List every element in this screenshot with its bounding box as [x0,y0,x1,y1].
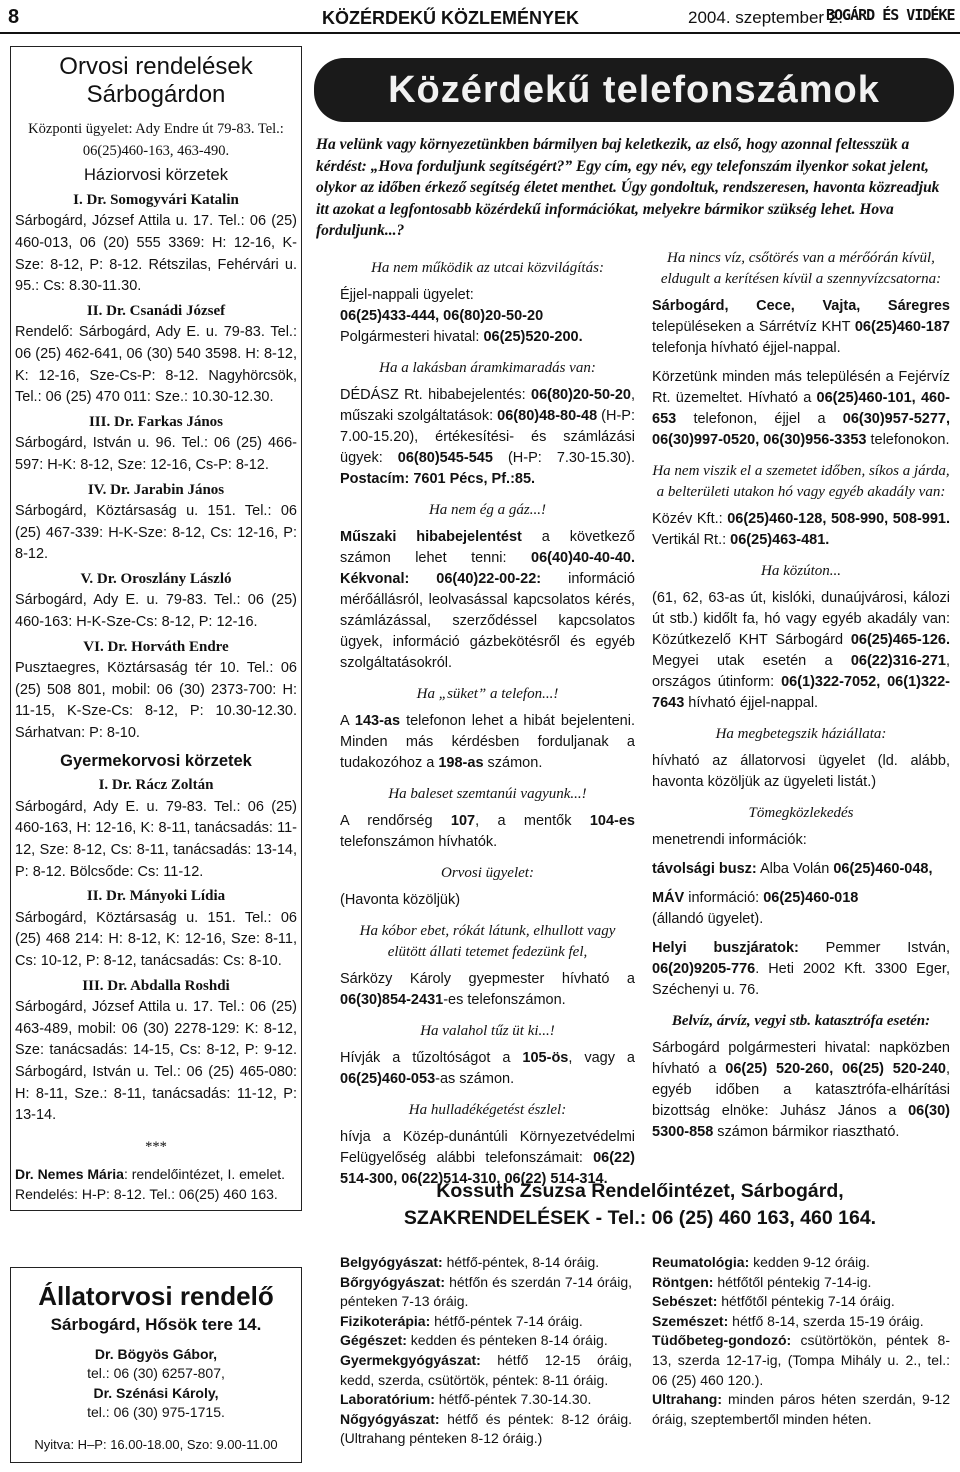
hazi-entry [11,412,301,477]
sz-a: Közév Kft.: [652,511,728,527]
szak-text: hétfő 8-14, szerda 15-19 óráig. [728,1312,924,1329]
ku-e: , országos útinform: [652,653,950,690]
szak-item [652,1312,950,1332]
doctor-info: Pusztaegres, Köztársaság tér 10. Tel.: 06 (25) 508 801, mobil: 06 (30) 2373-700: H: 11-15, K-Sze-Cs: 8-12, P: 10.30-12.30. Sárhatvan: P: 8-10. [15,660,297,742]
gyermek-entry [11,775,301,883]
orvosi-title-line1: Orvosi rendelések [59,53,253,80]
szak-text: kedden 9-12 óráig. [749,1254,870,1270]
orvosi-rendelesek-box [10,46,302,1211]
gaz-d: információ mérőállásról, leolvasással kapcsolatos kérés, számlázással, szerződéssel kapcsolatos ügyek, információ gázbekötésről és egyéb szolgáltatásokról. [340,571,635,671]
ku-f: 06(1)322-7052, 06(1)322-7643 [652,674,950,711]
szak-text: hétfő-péntek 7-14 óráig. [430,1312,583,1329]
viz-heading: Ha nincs víz, csőtörés van a mérőórán kívül, eldugult a kerítésen kívül a szennyvízcsatorna: [660,250,942,287]
suket-b: 143-as [354,713,401,729]
viz-a: Sárbogárd, Cece, Vajta, Sáregres [652,298,950,314]
bv-c: , egyéb időben a katasztrófa-elhárítási bizottság elnöke: Juhász János a [652,1061,950,1119]
gaz-paragraph [340,527,635,674]
gaz-heading: Ha nem ég a gáz...! [428,502,547,518]
hazi-entry [11,569,301,634]
baleset-paragraph [340,811,635,853]
demasz-c: , műszaki szolgáltatások: [340,387,636,424]
szak-name: Bőrgyógyászat: [340,1273,446,1290]
gyermek-entry [11,886,301,972]
szak-item [652,1331,950,1390]
doctor-name: III. Dr. Farkas János [88,413,224,430]
doctor-info: Sárbogárd, István u. 96. Tel.: 06 (25) 466-597: H-K: 8-12, Sze: 12-16, Cs-P: 8-12. [15,435,297,473]
szak-item [652,1390,950,1429]
header-rule [0,32,960,34]
nemes-name: Dr. Nemes Mária [15,1166,124,1183]
gyermek-entry [11,976,301,1127]
viz-paragraph-1 [652,296,950,359]
sz-b: 06(25)460-128, 508-990, 508-991. [727,511,950,527]
suket-c: telefonon lehet a hibát bejelenteni. Minden más kérdésben forduljanak a tudakozóhoz a [340,713,635,771]
viz-d: telefonja hívható éjjel-nappal. [652,340,841,356]
baleset-heading: Ha baleset szemtanúi vagyunk...! [388,786,587,802]
doctor-info: Sárbogárd, Ady E. u. 79-83. Tel.: 06 (25) 460-163, H: 12-16, K: 8-11, tanácsadás: 11-12, Sze: 8-12, Cs: 8-11, tanácsadás: 13-14, P: 8-12. Bölcsőde: Cs: 11-12. [15,798,297,880]
ku-g: hívható éjjel-nappal. [684,695,819,711]
hul-b: 06(22) 514-300, 06(22)514-310, 06(22) 514-314. [340,1150,635,1187]
gaz-a: Műszaki hibabejelentést [340,529,522,545]
hazi-entry [11,480,301,566]
tuz-a: Hívják a tűzoltóságot a [340,1050,523,1066]
havonta-note: (Havonta közöljük) [340,892,461,908]
gaz-c: 06(40)40-40-40. Kékvonal: 06(40)22-00-22: [340,550,635,587]
ejjeli-numbers: 06(25)433-444, 06(80)20-50-20 [340,308,544,324]
haziallat-paragraph: hívható az állatorvosi ügyelet (ld. alább, havonta közöljük az ügyeleti listát.) [652,753,950,790]
separator-stars: *** [145,1138,167,1155]
demasz-g: (H-P: 7.30-15.30). [492,450,636,466]
tuz-paragraph [340,1048,635,1090]
viz-b: településeken a Sárrétvíz KHT [652,319,855,335]
haziorvosi-list [11,190,301,745]
bal-b: 107 [450,813,476,829]
central-duty: Központi ügyelet: Ady Endre út 79-83. Tel.: 06(25)460-163, 463-490. [28,121,284,159]
viz-c: 06(25)460-187 [854,319,950,335]
bv-e: számon bármikor riasztható. [713,1124,900,1140]
doctor-name: VI. Dr. Horváth Endre [83,638,229,655]
bal-d: 104-es [589,813,635,829]
kozvilagitas-heading: Ha nem működik az utcai közvilágítás: [371,260,604,276]
szak-item [340,1312,632,1332]
doctor-name: II. Dr. Csanádi József [86,302,226,319]
helyi-b: Pemmer István, [798,940,950,956]
szak-name: Nőgyógyászat: [340,1410,440,1427]
middle-column [340,258,635,1190]
aram-heading: Ha a lakásban áramkimaradás van: [379,360,596,376]
szak-name: Fizikoterápia: [340,1312,431,1329]
szak-name: Szemészet: [652,1312,729,1329]
vet-phone-1: tel.: 06 (30) 6257-807, [87,1365,225,1381]
demasz-a: DÉDÁSZ Rt. hibabejelentés: [340,387,526,403]
orvosi-ugyelet-heading: Orvosi ügyelet: [441,865,534,881]
kozerdeku-banner: Közérdekű telefonszámok [314,58,954,122]
szak-text: minden páros héten szerdán, 9-12 óráig, szeptembertől minden héten. [652,1391,950,1427]
szakrendeles-right [652,1253,950,1429]
szak-text: hétfőtől péntekig 7-14 óráig. [717,1293,895,1310]
doctor-name: III. Dr. Abdalla Roshdi [82,977,230,994]
helyi-d: . Heti 2002 Kft. 3300 Eger, Széchenyi u. 76. [652,961,950,998]
kozut-heading: Ha közúton... [761,563,841,579]
tavolsagi-busz [652,859,950,880]
bal-c: , a mentők [475,813,590,829]
tomeg-heading: Tömegközlekedés [748,805,854,821]
haziallat-heading: Ha megbetegszik háziállata: [715,726,887,742]
szak-item [652,1292,950,1312]
kossuth-line-2: SZAKRENDELÉSEK - Tel.: 06 (25) 460 163, 460 164. [403,1207,877,1229]
demasz-h: Postacím: 7601 Pécs, Pf.:85. [340,471,536,487]
szemet-heading: Ha nem viszik el a szemetet időben, síkos a járda, a belterületi utakon hó vagy egyéb akadály van: [652,463,950,500]
suket-heading: Ha „süket” a telefon...! [416,686,559,702]
doctor-info: Sárbogárd, József Attila u. 17. Tel.: 06 (25) 460-013, 06 (20) 555 3369: H: 12-16, K-Sze: 8-12, P: 8-12. Rétszilas, Fehérvári u. 95.: Cs: 8.30-11.30. [15,213,297,295]
doctor-info: Sárbogárd, József Attila u. 17. Tel.: 06 (25) 463-489, mobil: 06 (30) 2278-129: K: 8-12, Sze: tanácsadás: 14-15, Cs: 8-12, P: 9-12. Sárbogárd, István u. Tel.: 06 (25) 465-080: H: 8-11, Sze.: 8-11, tanácsadás: 11-12, P: 13-14. [15,999,297,1124]
szemet-paragraph [652,509,950,551]
hul-a: hívja a Közép-dunántúli Környezetvédelmi Felügyelőség alábbi telefonszámait: [340,1129,635,1166]
nemes-maria-info [11,1164,301,1204]
doctor-info: Sárbogárd, Köztársaság u. 151. Tel.: 06 (25) 468 214: H: 8-12, K: 12-16, Sze: 8-11, Cs: 10-12, P: 8-12, tanácsadás: Cs: 8-10. [15,909,297,969]
ku-a: (61, 62, 63-as út, kislóki, dunaújvárosi, kálozi út stb.) kidőlt fa, hó vagy egyéb akadály van: Közútkezelő KHT Sárbogárd [652,590,950,648]
bal-a: A rendőrség [340,813,451,829]
szak-name: Röntgen: [652,1273,714,1290]
sz-c: Vertikál Rt.: [652,532,731,548]
ku-d: 06(22)316-271 [850,653,946,669]
doctor-name: IV. Dr. Jarabin János [87,481,225,498]
belviz-paragraph [652,1038,950,1143]
vet-doctor-1: Dr. Bögyös Gábor, [94,1345,218,1362]
kobor-a: Sárközy Károly gyepmester hívható a [340,971,635,987]
bv-b: 06(25) 520-260, 06(25) 520-240 [725,1061,946,1077]
szak-item [652,1273,950,1293]
allatorvosi-title: Állatorvosi rendelő [38,1281,274,1311]
szak-item [340,1253,632,1273]
doctor-info: Rendelő: Sárbogárd, Ady E. u. 79-83. Tel.: 06 (25) 462-641, 06 (30) 540 3598. H: 8-12, K: 12-16, Sze-Cs-P: 8-12. Nagyhörcsök, Tel.: 06 (25) 470 011: Sze.: 10.30-12.30. [15,324,297,406]
allatorvosi-box [10,1267,302,1463]
allatorvosi-address: Sárbogárd, Hősök tere 14. [50,1315,262,1334]
szak-item [340,1273,632,1312]
hulladek-heading: Ha hulladékégetést észlel: [408,1102,567,1118]
suket-d: 198-as [438,755,484,771]
viz-e: Körzetünk minden más településén a Fejérvíz Rt. üzemeltet. Hívható a [652,369,950,406]
bv-d: 06(30) 5300-858 [652,1103,950,1140]
viz-paragraph-2 [652,367,950,451]
haziorvosi-heading: Háziorvosi körzetek [84,166,228,185]
tuz-heading: Ha valahol tűz üt ki...! [420,1023,555,1039]
page-number: 8 [8,6,20,28]
section-title: KÖZÉRDEKŰ KÖZLEMÉNYEK [322,8,580,28]
tuz-b: 105-ös [522,1050,569,1066]
szak-text: hétfő-péntek, 8-14 óráig. [442,1254,600,1270]
doctor-name: V. Dr. Oroszlány László [80,570,232,587]
viz-h: 06(30)957-5277, 06(30)997-0520, 06(30)956-3353 [652,411,950,448]
szak-text: csütörtökön, péntek 8-13, szerda 12-17-ig, (Tompa Mihály u. 2., tel.: 06 (25) 460 120.). [652,1332,950,1388]
doctor-info: Sárbogárd, Köztársaság u. 151. Tel.: 06 (25) 467-339: H-K-Sze: 8-12, Cs: 12-16, P: 8-12. [15,503,297,563]
helyi-a: Helyi buszjáratok: [652,940,799,956]
szak-name: Reumatológia: [652,1254,750,1270]
hazi-entry [11,301,301,409]
szak-name: Belgyógyászat: [340,1254,443,1270]
tomeg-intro: menetrendi információk: [652,832,807,848]
demasz-d: 06(80)48-80-48 [497,408,598,424]
vet-opening-hours: Nyitva: H–P: 16.00-18.00, Szo: 9.00-11.00 [34,1436,278,1452]
kossuth-line-1: Kossuth Zsuzsa Rendelőintézet, Sárbogárd, [436,1180,844,1202]
suket-paragraph [340,711,635,774]
szak-name: Gégészet: [340,1332,407,1349]
issue-date: 2004. szeptember 2. [688,8,843,27]
mav-b: információ: [684,890,764,906]
szak-item [340,1351,632,1390]
ku-b: 06(25)465-126. [850,632,950,648]
viz-i: telefonokon. [866,432,950,448]
polg-number: 06(25)520-200. [483,329,583,345]
viz-g: telefonon, éjjel a [676,411,843,427]
mav-a: MÁV [652,890,685,906]
sz-d: 06(25)463-481. [730,532,830,548]
szak-text: kedden és pénteken 8-14 óráig. [406,1332,608,1349]
polgarmesteri-line [340,327,635,348]
szak-name: Gyermekgyógyászat: [340,1351,481,1368]
szak-item [340,1410,632,1449]
doctor-name: II. Dr. Mányoki Lídia [86,888,226,905]
kozut-paragraph [652,588,950,714]
szak-text: hétfő-péntek 7.30-14.30. [434,1391,592,1408]
szak-item [652,1253,950,1273]
mav-note: (állandó ügyelet). [652,911,764,927]
helyi-c: 06(20)9205-776 [652,961,756,977]
kobor-b: 06(30)854-2431 [340,992,444,1008]
gaz-b: a következő számon lehet tenni: [340,529,635,566]
right-column [652,248,950,1143]
bv-a: Sárbogárd polgármesteri hivatal: napközben hívható a [652,1040,950,1077]
viz-f: 06(25)460-101, 460-653 [652,390,950,427]
szak-name: Ultrahang: [652,1391,722,1408]
mav-info [652,888,950,909]
hazi-entry [11,190,301,298]
ejjeli-label: Éjjel-nappali ügyelet: [340,287,474,303]
szak-name: Tüdőbeteg-gondozó: [652,1332,792,1349]
mav-c: 06(25)460-018 [763,890,859,906]
kobor-paragraph [340,969,635,1011]
helyi-busz [652,938,950,1001]
demasz-paragraph [340,385,635,490]
bal-e: telefonszámon hívhatók. [340,834,498,850]
hazi-entry [11,637,301,745]
doctor-name: I. Dr. Rácz Zoltán [98,777,214,794]
gyermekorvosi-list [11,775,301,1127]
kobor-c: -es telefonszámon. [443,992,566,1008]
orvosi-title-line2: Sárbogárdon [86,81,226,108]
demasz-e: (H-P: 7.00-15.20), értékesítési- és számlázási ügyek: [340,408,636,466]
left-column [10,46,302,1211]
doctor-info: Sárbogárd, Ady E. u. 79-83. Tel.: 06 (25) 460-163: H-K-Sze-Cs: 8-12, P: 12-16. [15,592,297,631]
tavol-a: távolsági busz: [652,861,757,877]
doctor-name: I. Dr. Somogyvári Katalin [73,191,239,208]
belviz-heading: Belvíz, árvíz, vegyi stb. katasztrófa esetén: [671,1013,931,1029]
szak-text: hétfőtől péntekig 7-14-ig. [713,1273,872,1290]
szak-item [340,1390,632,1410]
tuz-d: 06(25)460-053 [340,1071,436,1087]
tuz-e: -as számon. [435,1071,515,1087]
page-header [0,0,960,38]
intro-paragraph: Ha velünk vagy környezetünkben bármilyen baj keletkezik, az első, hogy azonnal feltesszük a kérdést: „Hova forduljunk segítségért?” Egy cím, egy név, egy telefonszám ilyenkor sokat jelent, olykor az időben érkező segítség életet menthet. Úgy gondoltuk, rendszeresen, havonta közreadjuk itt azokat a legfontosabb közérdekű információkat, melyekre bármikor szükség lehet. Hova forduljunk...? [316,136,940,239]
ku-c: Megyei utak esetén a [652,653,851,669]
tavol-c: 06(25)460-048, [833,861,933,877]
szak-name: Sebészet: [652,1293,718,1310]
nemes-hours: Rendelés: H-P: 8-12. Tel.: 06(25) 460 163. [15,1186,278,1203]
szak-text: hétfő 12-15 óráig, kedd, szerda, csütörtök, péntek: 8-11 óráig. [340,1351,632,1388]
newspaper-brand: BOGÁRD ÉS VIDÉKE [826,6,955,24]
tavol-b: Alba Volán [756,861,834,877]
demasz-f: 06(80)545-545 [397,450,493,466]
szak-item [340,1331,632,1351]
szak-text: hétfőn és szerdán 7-14 óráig, pénteken 7-13 óráig. [340,1273,632,1310]
gyermekorvosi-heading: Gyermekorvosi körzetek [60,751,252,770]
nemes-text: : rendelőintézet, I. emelet. [123,1166,286,1183]
szak-text: hétfő és péntek: 8-12 óráig. (Ultrahang pénteken 8-12 óráig.) [340,1410,632,1447]
polg-label: Polgármesteri hivatal: [340,329,484,345]
suket-e: számon. [483,755,543,771]
kobor-heading: Ha kóbor ebet, rókát látunk, elhullott vagy elütött állati tetemet fedezünk fel, [359,923,616,960]
suket-a: A [340,713,355,729]
szak-name: Laboratórium: [340,1391,435,1408]
demasz-b: 06(80)20-50-20 [531,387,631,403]
vet-phone-2: tel.: 06 (30) 975-1715. [87,1404,225,1420]
vet-doctor-2: Dr. Szénási Károly, [93,1384,219,1401]
kossuth-heading [360,1178,920,1232]
tuz-c: , vagy a [568,1050,635,1066]
szakrendeles-left [340,1253,632,1449]
